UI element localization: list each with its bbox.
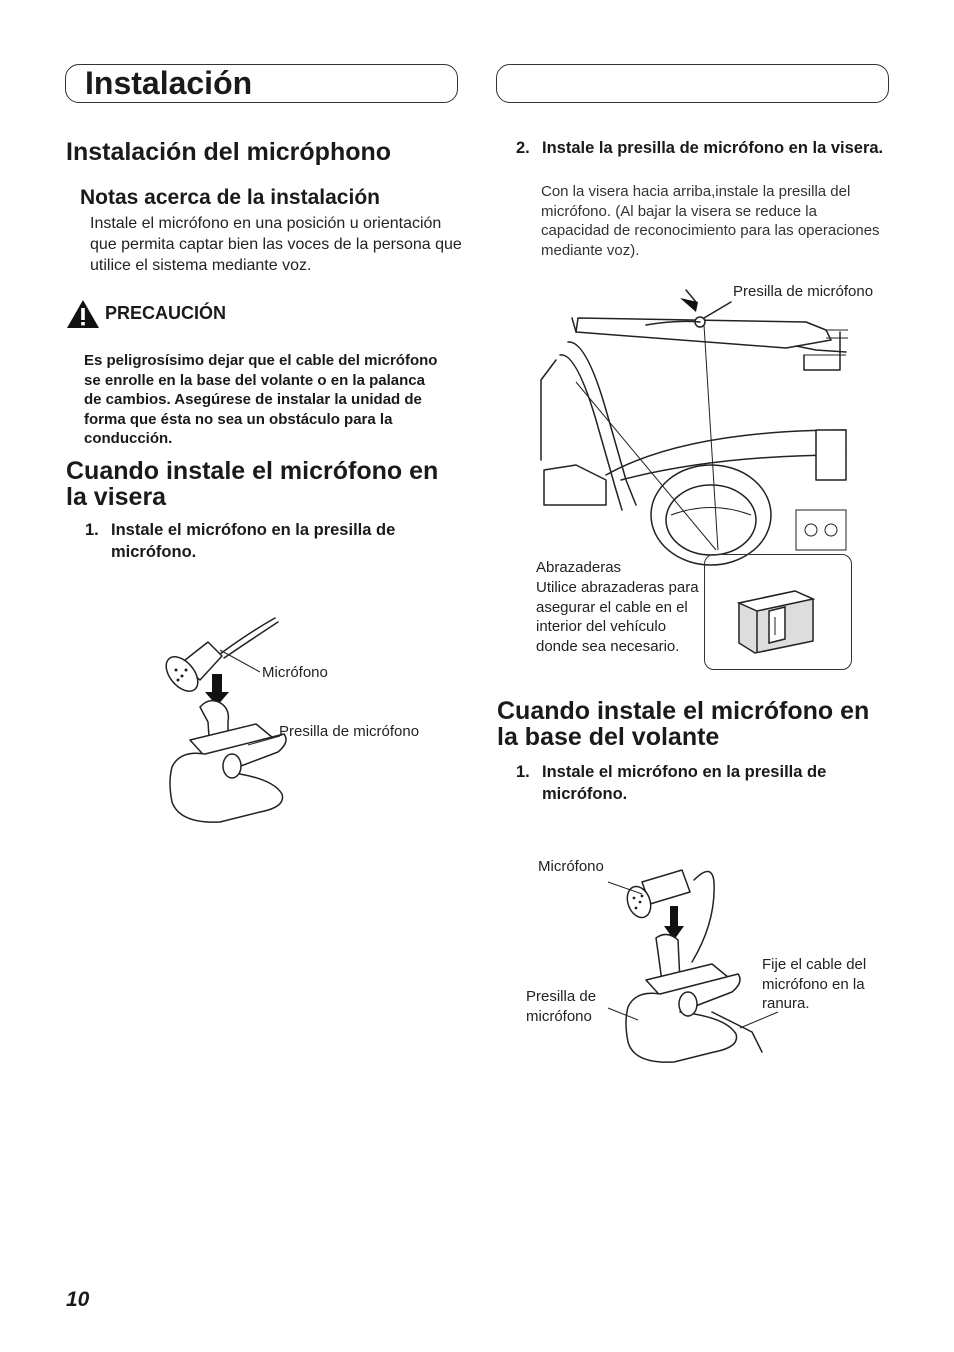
- clamp-icon: [705, 555, 853, 671]
- clamp-detail-box: [704, 554, 852, 670]
- step-number: 1.: [516, 763, 530, 781]
- section-title-mic-installation: Instalación del micróphono: [66, 138, 392, 166]
- visor-step-2: [516, 137, 888, 159]
- label-steering-mic-clip: Presilla de micrófono: [526, 988, 597, 1025]
- visor-step-1: [85, 519, 460, 563]
- warning-icon: [66, 299, 100, 329]
- header-right-tab: [496, 64, 889, 103]
- page-title: Instalación: [85, 65, 253, 101]
- label-steering-microphone: Micrófono: [538, 858, 604, 875]
- notes-title: Notas acerca de la instalación: [80, 186, 380, 209]
- step-number: 2.: [516, 139, 530, 157]
- label-mic-clip: Presilla de micrófono: [279, 723, 420, 740]
- label-fix-cable: Fije el cable del micrófono en la ranura.: [762, 956, 867, 1012]
- clamps-text: Utilice abrazaderas para asegurar el cable en el interior del vehículo donde sea necesario.: [536, 579, 699, 655]
- header-title-tab: [65, 64, 458, 103]
- section-title-steering-base: Cuando instale el micrófono en la base del volante: [497, 697, 870, 751]
- steering-leader-lines: [600, 870, 800, 1040]
- notes-text: Instale el micrófono en una posición u orientación que permita captar bien las voces de la persona que utilice el sistema mediante voz.: [90, 215, 462, 274]
- clamps-label: Abrazaderas: [536, 559, 622, 576]
- page-number: 10: [66, 1288, 90, 1311]
- visor-step-2-note: Con la visera hacia arriba,instale la presilla del micrófono. (Al bajar la visera se reduce la capacidad de reconocimiento para las operaciones mediante voz).: [541, 183, 880, 259]
- car-interior-visor-illustration: [536, 280, 856, 570]
- section-title-visor: Cuando instale el micrófono en la visera: [66, 457, 439, 511]
- caution-text: Es peligrosísimo dejar que el cable del micrófono se enrolle en la base del volante o en la palanca de cambios. Asegúrese de instalar la unidad de forma que ésta no sea un obstáculo para la conducción.: [84, 352, 438, 447]
- step-number: 1.: [85, 521, 99, 539]
- step-text: Instale el micrófono en la presilla de micrófono.: [542, 763, 827, 803]
- caution-label: PRECAUCIÓN: [105, 303, 227, 323]
- step-text: Instale el micrófono en la presilla de micrófono.: [111, 521, 396, 561]
- steering-step-1: [516, 761, 888, 805]
- label-microphone: Micrófono: [262, 664, 328, 681]
- label-visor-mic-clip: Presilla de micrófono: [733, 283, 874, 300]
- step-text: Instale la presilla de micrófono en la visera.: [542, 139, 884, 157]
